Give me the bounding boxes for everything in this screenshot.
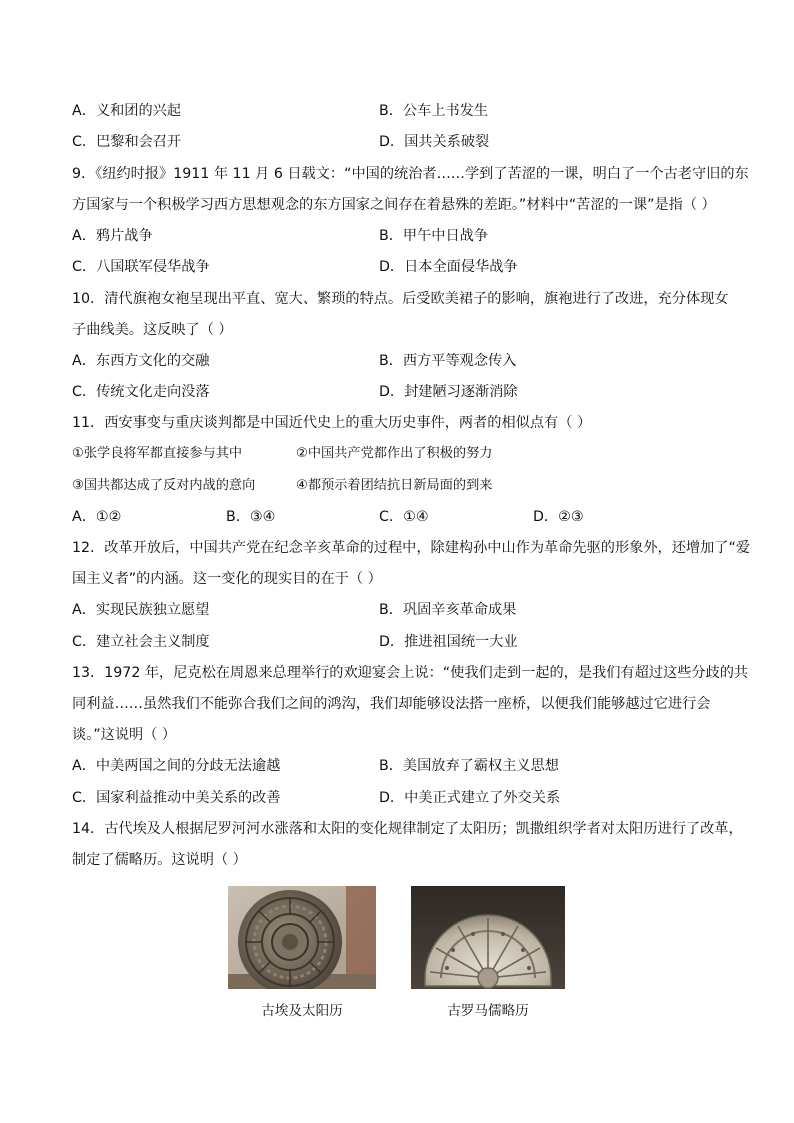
q9-stem-line-1: 9．《纽约时报》1911 年 11 月 6 日载文：“中国的统治者……学到了苦涩的一课，明白了一个古老守旧的东 xyxy=(72,166,749,182)
q8-option-d: D．国共关系破裂 xyxy=(379,134,490,150)
q11-item-4: ④都预示着团结抗日新局面的到来 xyxy=(296,478,493,493)
q11-option-b: B．③④ xyxy=(226,509,276,525)
q13-stem-line-1: 13．1972 年，尼克松在周恩来总理举行的欢迎宴会上说：“使我们走到一起的，是我们有超过这些分歧的共 xyxy=(72,665,749,681)
egyptian-solar-calendar-caption: 古埃及太阳历 xyxy=(261,1003,343,1019)
q12-option-c: C．建立社会主义制度 xyxy=(72,634,210,650)
q12-stem-line-2: 国主义者”的内涵。这一变化的现实目的在于（ ） xyxy=(72,571,382,587)
q11-stem-line-1: 11．西安事变与重庆谈判都是中国近代史上的重大历史事件，两者的相似点有（ ） xyxy=(72,415,592,431)
q9-option-d: D．日本全面侵华战争 xyxy=(379,259,518,275)
q9-option-b: B．甲午中日战争 xyxy=(379,228,489,244)
q8-option-b: B．公车上书发生 xyxy=(379,103,489,119)
q10-option-d: D．封建陋习逐渐消除 xyxy=(379,384,518,400)
q10-option-c: C．传统文化走向没落 xyxy=(72,384,210,400)
q10-option-b: B．西方平等观念传入 xyxy=(379,353,517,369)
q10-stem-line-1: 10．清代旗袍女袍呈现出平直、宽大、繁琐的特点。后受欧美裙子的影响，旗袍进行了改进，充分体现女 xyxy=(72,291,729,307)
q10-option-a: A．东西方文化的交融 xyxy=(72,353,210,369)
q8-option-c: C．巴黎和会召开 xyxy=(72,134,182,150)
q8-option-a: A．义和团的兴起 xyxy=(72,103,182,119)
q11-item-1: ①张学良将军都直接参与其中 xyxy=(72,446,243,461)
q13-option-a: A．中美两国之间的分歧无法逾越 xyxy=(72,758,281,774)
q12-stem-line-1: 12．改革开放后，中国共产党在纪念辛亥革命的过程中，除建构孙中山作为革命先驱的形象外，还增加了“爱 xyxy=(72,540,751,556)
egyptian-solar-calendar-image xyxy=(228,886,376,989)
q14-stem-line-1: 14．古代埃及人根据尼罗河河水涨落和太阳的变化规律制定了太阳历；凯撒组织学者对太阳历进行了改革， xyxy=(72,821,743,837)
q11-option-d: D．②③ xyxy=(533,509,584,525)
q9-option-c: C．八国联军侵华战争 xyxy=(72,259,210,275)
q11-option-a: A．①② xyxy=(72,509,122,525)
q13-stem-line-2: 同利益……虽然我们不能弥合我们之间的鸿沟，我们却能够设法搭一座桥，以便我们能够越过它进行会 xyxy=(72,696,711,712)
q13-option-d: D．中美正式建立了外交关系 xyxy=(379,790,561,806)
roman-julian-calendar-image xyxy=(411,886,565,989)
roman-julian-calendar-caption: 古罗马儒略历 xyxy=(447,1003,529,1019)
q12-option-b: B．巩固辛亥革命成果 xyxy=(379,602,517,618)
q13-option-c: C．国家利益推动中美关系的改善 xyxy=(72,790,281,806)
q13-stem-line-3: 谈。”这说明（ ） xyxy=(72,727,177,743)
q12-option-d: D．推进祖国统一大业 xyxy=(379,634,518,650)
q11-item-2: ②中国共产党都作出了积极的努力 xyxy=(296,446,493,461)
q10-stem-line-2: 子曲线美。这反映了（ ） xyxy=(72,322,233,338)
q13-option-b: B．美国放弃了霸权主义思想 xyxy=(379,758,559,774)
q14-stem-line-2: 制定了儒略历。这说明（ ） xyxy=(72,852,247,868)
q9-option-a: A．鸦片战争 xyxy=(72,228,153,244)
q12-option-a: A．实现民族独立愿望 xyxy=(72,602,210,618)
q11-item-3: ③国共都达成了反对内战的意向 xyxy=(72,478,256,493)
q9-stem-line-2: 方国家与一个积极学习西方思想观念的东方国家之间存在着悬殊的差距。”材料中“苦涩的一课”是指（ ） xyxy=(72,197,716,213)
q11-option-c: C．①④ xyxy=(379,509,429,525)
